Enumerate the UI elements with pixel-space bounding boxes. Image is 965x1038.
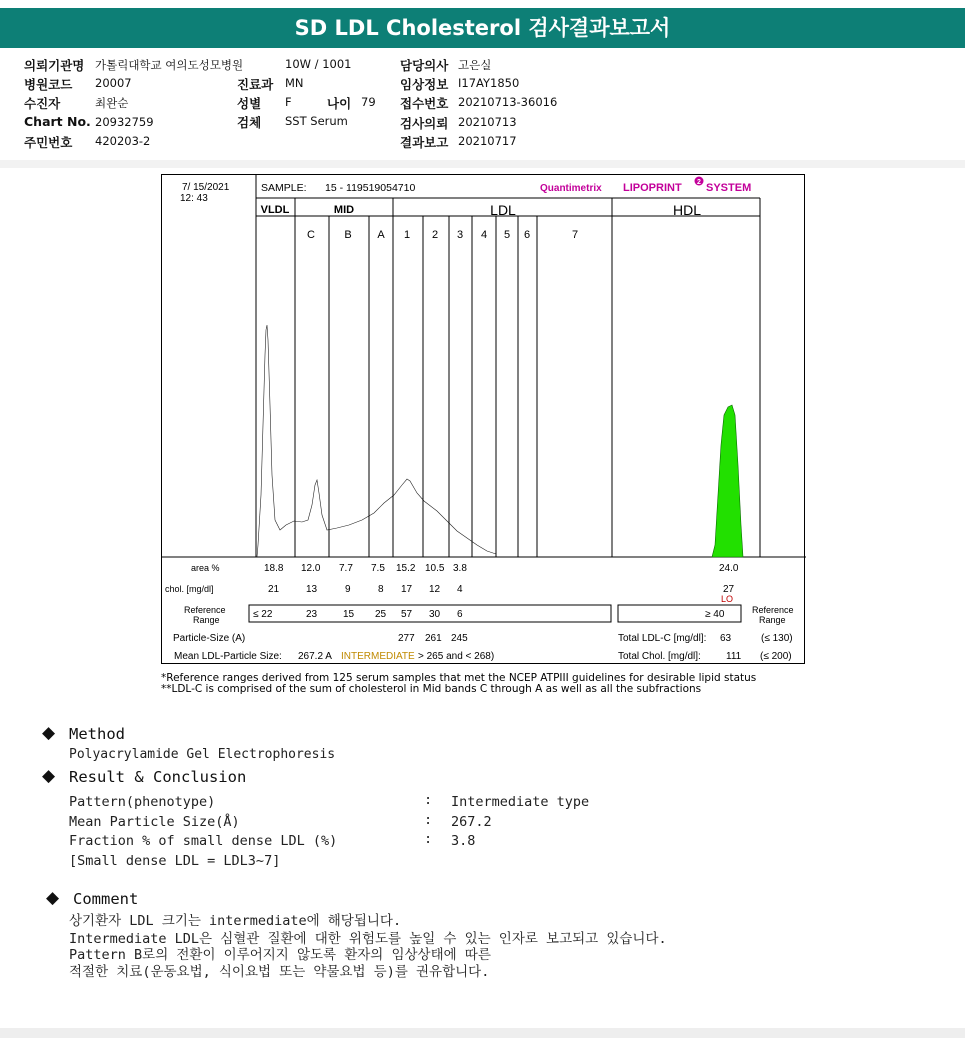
result-label-pattern: Pattern(phenotype)	[69, 794, 216, 810]
chol-a: 8	[378, 584, 384, 595]
chol-1: 17	[401, 584, 413, 595]
area-c: 12.0	[301, 563, 321, 574]
report-title: SD LDL Cholesterol 검사결과보고서	[0, 8, 965, 48]
resident-label: 주민번호	[24, 135, 73, 150]
curve-fills	[257, 325, 743, 557]
band-label-2: 2	[431, 229, 439, 241]
bottom-bar	[0, 1028, 965, 1038]
age-value: 79	[361, 95, 376, 109]
area-a: 7.5	[371, 563, 385, 574]
band-label-7: 7	[571, 229, 579, 241]
area-b: 7.7	[339, 563, 353, 574]
comment-line-3: Pattern B로의 전환이 이루어지지 않도록 환자의 임상상태에 따른	[69, 947, 491, 963]
result-value-size: 267.2	[451, 814, 492, 830]
result-label-size: Mean Particle Size(Å)	[69, 814, 240, 830]
particle-label: Particle-Size (A)	[173, 633, 246, 644]
time-text: 12: 43	[180, 193, 208, 204]
request-value: 20210713	[458, 115, 517, 129]
ref-label-1: Reference	[184, 605, 226, 615]
result-title: Result & Conclusion	[69, 768, 247, 786]
ref-hdl: ≥ 40	[705, 609, 725, 620]
group-vldl: VLDL	[260, 204, 290, 216]
method-text: Polyacrylamide Gel Electrophoresis	[69, 747, 336, 762]
chol-b: 9	[345, 584, 351, 595]
result-value-pattern: Intermediate type	[451, 794, 590, 810]
specimen-label: 검체	[237, 115, 262, 130]
band-label-b: B	[344, 229, 352, 241]
mean-range: > 265 and < 268)	[418, 651, 495, 662]
result-colon-size: :	[424, 812, 433, 828]
mean-label: Mean LDL-Particle Size:	[174, 651, 282, 662]
brand-system: SYSTEM	[706, 182, 752, 194]
brand-lipoprint: LIPOPRINT	[623, 182, 682, 194]
footnote-2: **LDL-C is comprised of the sum of cholesterol in Mid bands C through A as well as all the subfractions	[161, 683, 702, 695]
chol-label: chol. [mg/dl]	[165, 584, 214, 594]
chart-label: Chart No.	[24, 114, 91, 129]
report-date-label: 결과보고	[400, 135, 449, 150]
band-label-1: 1	[403, 229, 411, 241]
sample-value: 15 - 119519054710	[325, 182, 416, 194]
top-bar	[0, 0, 965, 8]
area-3: 3.8	[453, 563, 467, 574]
area-2: 10.5	[425, 563, 445, 574]
sex-value: F	[285, 95, 292, 109]
particle-1: 277	[398, 633, 415, 644]
result-colon-fraction: :	[424, 831, 433, 847]
method-title: Method	[69, 725, 125, 743]
ref-a: 25	[375, 609, 387, 620]
total-chol-value: 111	[726, 651, 742, 662]
doctor-label: 담당의사	[400, 58, 449, 73]
band-label-a: A	[377, 229, 385, 241]
brand-mark: 2	[697, 179, 701, 186]
ref-1: 57	[401, 609, 413, 620]
comment-title: Comment	[73, 890, 139, 908]
institution-value: 가톨릭대학교 여의도성모병원	[95, 58, 244, 72]
patient-info-panel	[0, 48, 965, 161]
hospital-code-label: 병원코드	[24, 77, 73, 92]
area-1: 15.2	[396, 563, 416, 574]
footnote-1: *Reference ranges derived from 125 serum samples that met the NCEP ATPIII guidelines for desirable lipid status	[161, 672, 757, 684]
group-hdl: HDL	[672, 202, 702, 218]
chart-value: 20932759	[95, 115, 154, 129]
total-ldlc-value: 63	[720, 633, 732, 644]
institution-label: 의뢰기관명	[24, 58, 85, 73]
comment-line-1: 상기환자 LDL 크기는 intermediate에 해당됩니다.	[69, 913, 402, 929]
band-label-6: 6	[523, 229, 531, 241]
receipt-label: 접수번호	[400, 96, 449, 111]
chol-c: 13	[306, 584, 318, 595]
curve-outline	[257, 325, 496, 557]
comment-line-4: 적절한 치료(운동요법, 식이요법 또는 약물요법 등)를 권유합니다.	[69, 964, 490, 980]
result-note: [Small dense LDL = LDL3~7]	[69, 853, 281, 869]
ref-3: 6	[457, 609, 463, 620]
lipoprint-report	[161, 174, 805, 664]
request-label: 검사의뢰	[400, 116, 449, 131]
sex-label: 성별	[237, 96, 262, 111]
clinical-label: 임상정보	[400, 77, 449, 92]
band-label-4: 4	[480, 229, 488, 241]
band-label-3: 3	[456, 229, 464, 241]
chol-hdl: 27	[723, 584, 735, 595]
ward-value: 10W / 1001	[285, 57, 352, 71]
patient-value: 최완순	[95, 96, 129, 110]
mean-value: 267.2 A	[298, 651, 332, 662]
ref-label-2: Range	[193, 615, 220, 625]
ref-right-2: Range	[759, 615, 786, 625]
ref-c: 23	[306, 609, 318, 620]
fill-hdl	[712, 405, 743, 557]
total-chol-range: (≤ 200)	[760, 651, 792, 662]
resident-value: 420203-2	[95, 134, 151, 148]
band-dividers	[295, 198, 612, 557]
group-ldl: LDL	[490, 202, 516, 218]
chol-vldl: 21	[268, 584, 280, 595]
report-date-value: 20210717	[458, 134, 517, 148]
area-label: area %	[191, 563, 220, 573]
total-ldlc-range: (≤ 130)	[761, 633, 793, 644]
comment-bullet-icon: ◆	[46, 888, 60, 908]
ref-right-1: Reference	[752, 605, 794, 615]
total-ldlc-label: Total LDL-C [mg/dl]:	[618, 633, 707, 644]
dept-value: MN	[285, 76, 304, 90]
area-vldl: 18.8	[264, 563, 284, 574]
ref-b: 15	[343, 609, 355, 620]
sample-label: SAMPLE:	[261, 182, 307, 194]
specimen-value: SST Serum	[285, 114, 348, 128]
chol-2: 12	[429, 584, 441, 595]
total-chol-label: Total Chol. [mg/dl]:	[618, 651, 701, 662]
area-hdl: 24.0	[719, 563, 739, 574]
comment-line-2: Intermediate LDL은 심혈관 질환에 대한 위험도를 높일 수 있는 인자로 보고되고 있습니다.	[69, 931, 667, 947]
ref-2: 30	[429, 609, 441, 620]
doctor-value: 고은실	[458, 58, 492, 72]
clinical-value: I17AY1850	[458, 76, 520, 90]
group-mid: MID	[333, 204, 355, 216]
age-label: 나이	[327, 96, 352, 111]
chol-3: 4	[457, 584, 463, 595]
chol-hdl-flag: LO	[721, 594, 734, 604]
patient-label: 수진자	[24, 96, 61, 111]
particle-3: 245	[451, 633, 468, 644]
result-bullet-icon: ◆	[42, 766, 56, 786]
ref-vldl: ≤ 22	[253, 609, 273, 620]
band-label-c: C	[307, 229, 315, 241]
particle-2: 261	[425, 633, 442, 644]
result-value-fraction: 3.8	[451, 833, 476, 849]
lipoprint-graph	[162, 175, 806, 665]
band-label-5: 5	[503, 229, 511, 241]
result-label-fraction: Fraction % of small dense LDL (%)	[69, 833, 338, 849]
separator	[0, 160, 965, 168]
hospital-code-value: 20007	[95, 76, 132, 90]
result-colon-pattern: :	[424, 792, 433, 808]
date-text: 7/ 15/2021	[182, 182, 230, 193]
dept-label: 진료과	[237, 77, 274, 92]
brand-quantimetrix: Quantimetrix	[540, 183, 602, 194]
mean-class: INTERMEDIATE	[341, 651, 415, 662]
receipt-value: 20210713-36016	[458, 95, 558, 109]
method-bullet-icon: ◆	[42, 723, 56, 743]
